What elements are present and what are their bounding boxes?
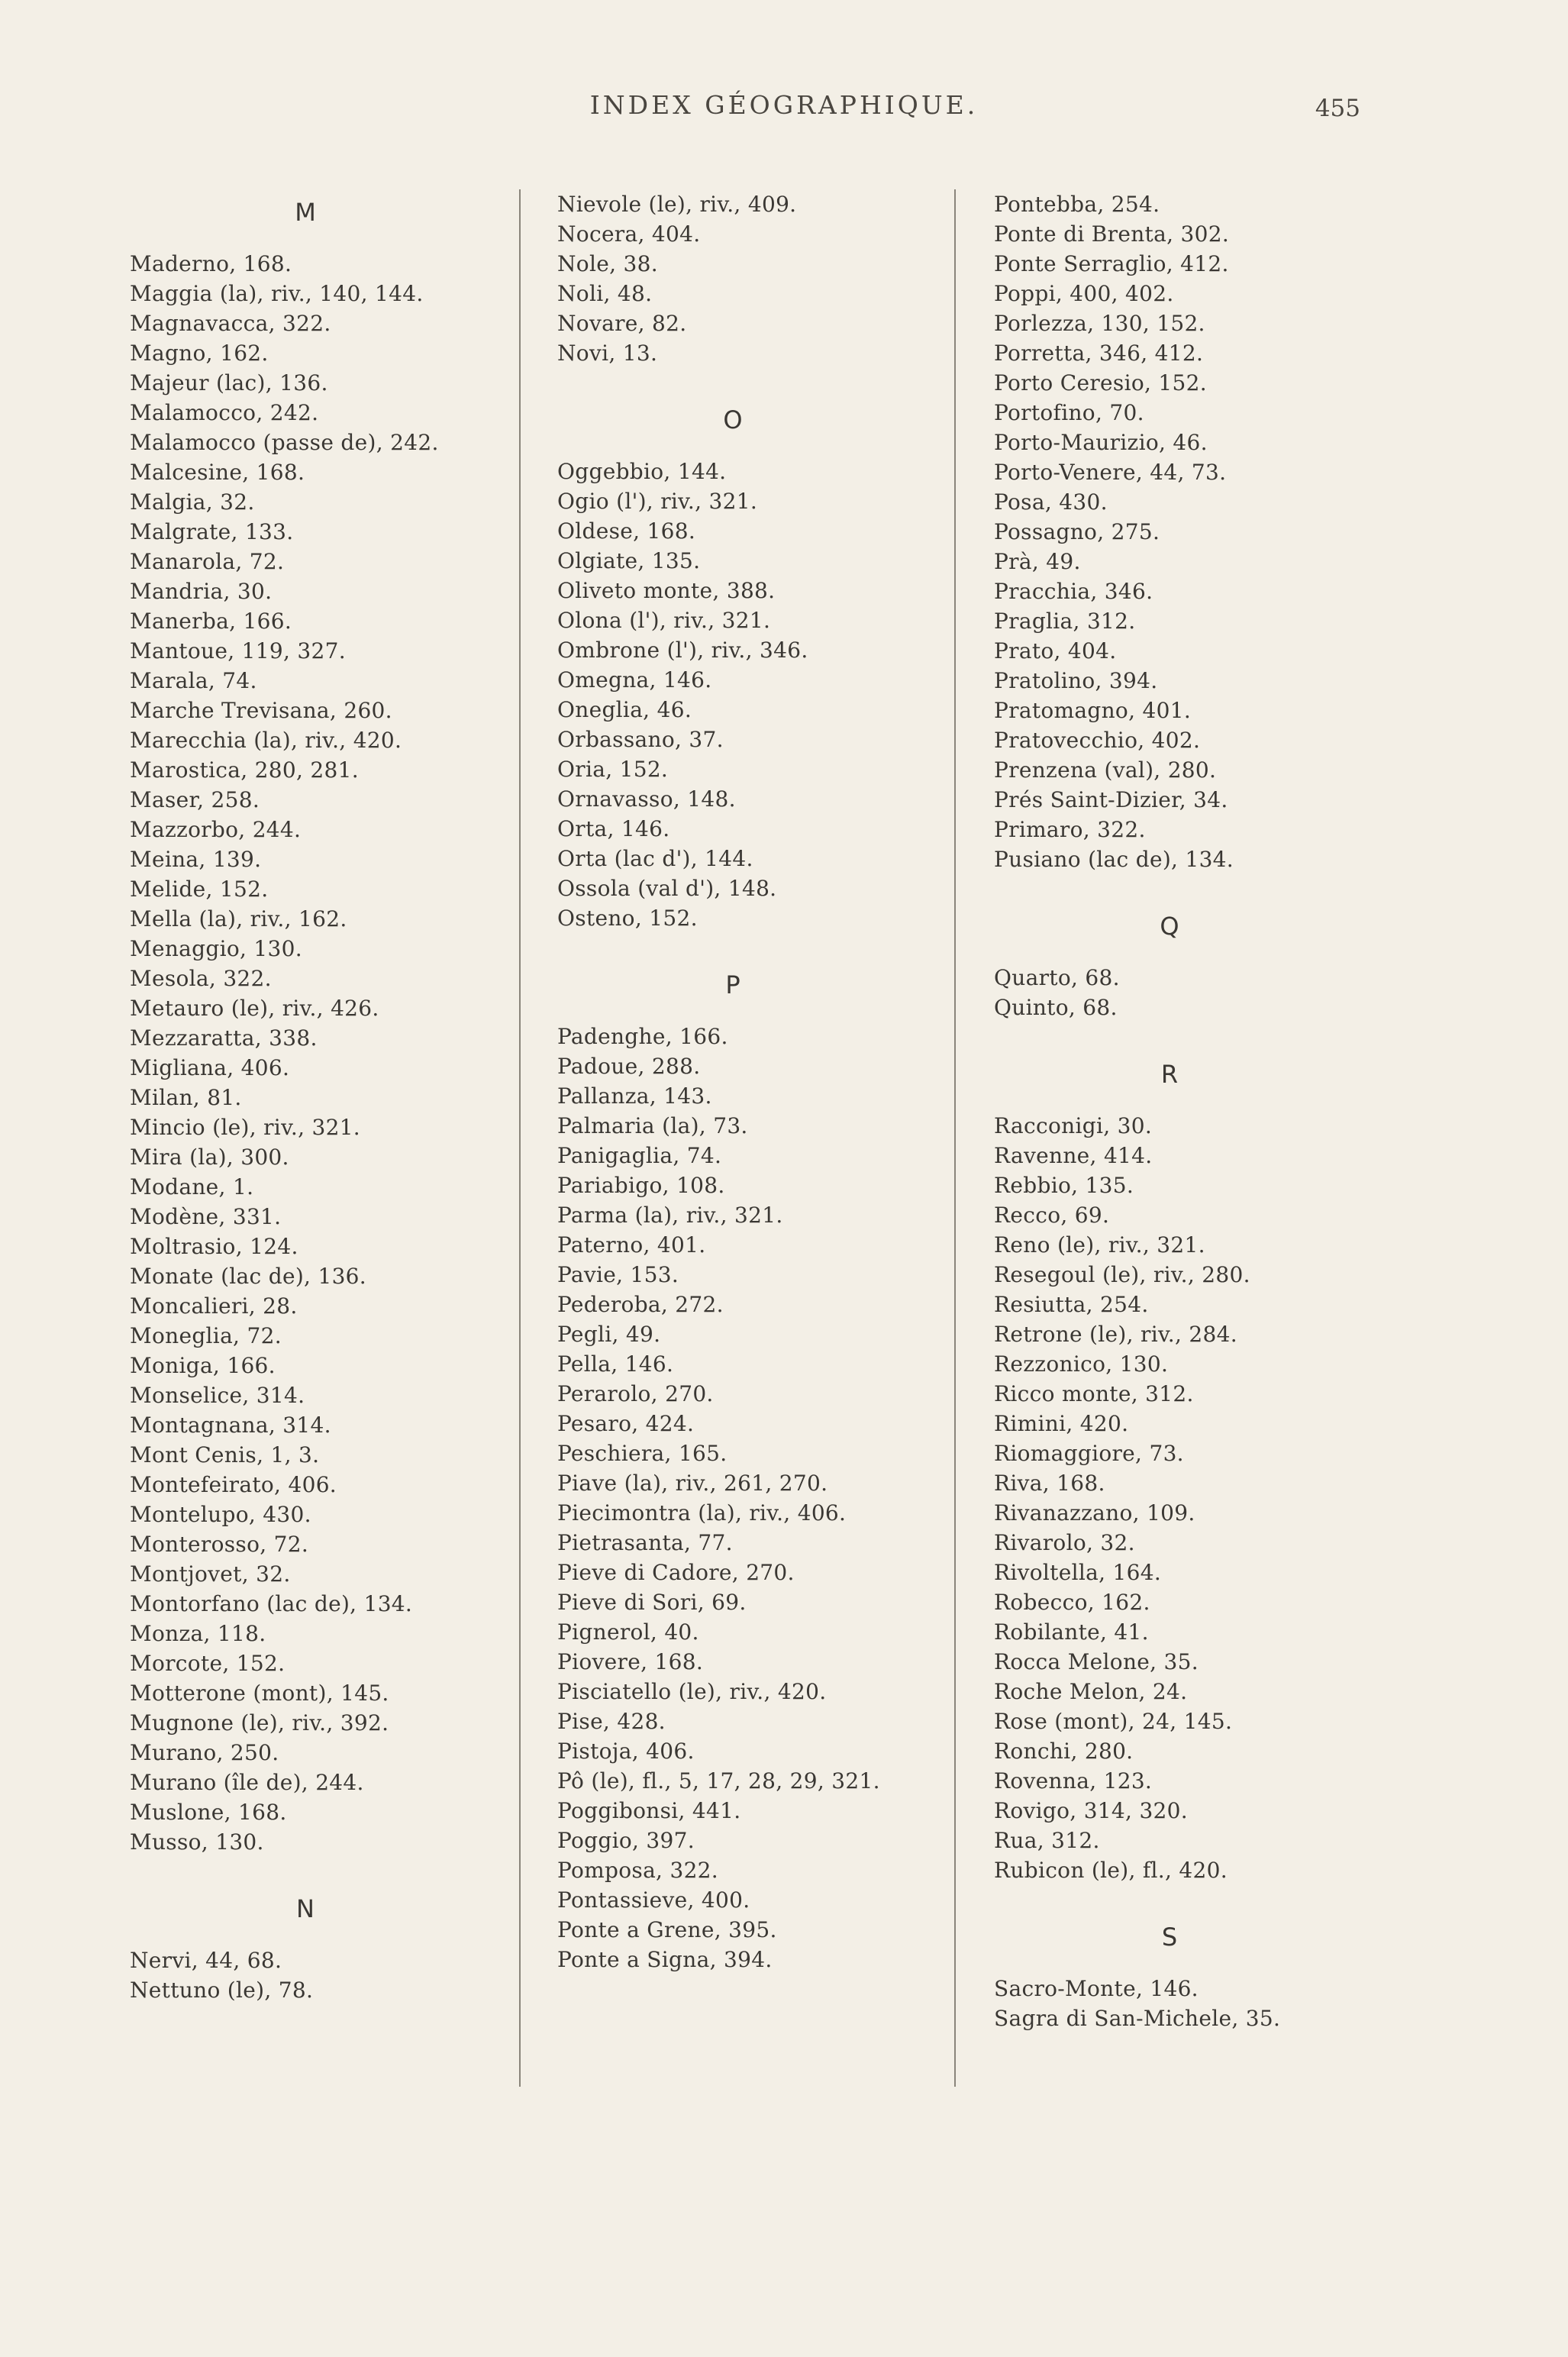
index-entry: Piecimontra (la), riv., 406. [557, 1500, 847, 1526]
section-letter-heading: M [295, 198, 316, 227]
index-entry: Oldese, 168. [557, 518, 696, 544]
index-entry: Mella (la), riv., 162. [130, 906, 347, 931]
index-entry: Ponte a Signa, 394. [557, 1947, 773, 1972]
section-spacer [994, 1885, 1421, 1914]
index-entry: Oggebbio, 144. [557, 459, 727, 484]
index-entry: Porto Ceresio, 152. [994, 370, 1207, 396]
index-entry: Quinto, 68. [994, 995, 1118, 1020]
heading-spacer [994, 949, 1421, 963]
section-letter-heading: P [725, 970, 740, 999]
index-entry: Rovenna, 123. [994, 1768, 1153, 1794]
index-entry: Orta, 146. [557, 816, 670, 841]
index-entry: Montelupo, 430. [130, 1502, 311, 1527]
index-entry: Mesola, 322. [130, 966, 272, 991]
index-entry: Padoue, 288. [557, 1054, 701, 1079]
index-entry: Motterone (mont), 145. [130, 1681, 389, 1706]
index-entry: Monselice, 314. [130, 1383, 305, 1408]
index-entry: Poggio, 397. [557, 1828, 695, 1853]
index-entry: Pontebba, 254. [994, 192, 1160, 217]
index-entry: Oria, 152. [557, 757, 669, 782]
index-entry: Monza, 118. [130, 1621, 266, 1646]
heading-spacer [994, 1960, 1421, 1974]
index-entry: Moniga, 166. [130, 1353, 276, 1378]
index-entry: Marostica, 280, 281. [130, 757, 359, 783]
index-entry: Riva, 168. [994, 1471, 1105, 1496]
index-entry: Rivoltella, 164. [994, 1560, 1162, 1585]
index-entry: Pignerol, 40. [557, 1619, 699, 1645]
index-entry: Noli, 48. [557, 281, 653, 306]
index-entry: Nole, 38. [557, 251, 658, 276]
section-letter-heading: N [296, 1894, 315, 1923]
index-entry: Montefeirato, 406. [130, 1472, 337, 1497]
index-entry: Marala, 74. [130, 668, 257, 693]
index-entry: Ponte Serraglio, 412. [994, 251, 1229, 276]
section-spacer [130, 1857, 557, 1886]
index-entry: Montjovet, 32. [130, 1561, 291, 1587]
index-entry: Resiutta, 254. [994, 1292, 1149, 1317]
index-entry: Ronchi, 280. [994, 1739, 1134, 1764]
index-entry: Pomposa, 322. [557, 1858, 719, 1883]
index-entry: Malamocco, 242. [130, 400, 319, 425]
index-entry: Resegoul (le), riv., 280. [994, 1262, 1250, 1287]
index-entry: Mantoue, 119, 327. [130, 638, 346, 664]
index-entry: Pratovecchio, 402. [994, 728, 1201, 753]
index-entry: Monterosso, 72. [130, 1532, 309, 1557]
index-entry: Mont Cenis, 1, 3. [130, 1442, 320, 1467]
index-entry: Mugnone (le), riv., 392. [130, 1710, 389, 1735]
index-entry: Osteno, 152. [557, 906, 698, 931]
index-entry: Melide, 152. [130, 877, 269, 902]
index-entry: Racconigi, 30. [994, 1113, 1153, 1138]
index-entry: Pesaro, 424. [557, 1411, 695, 1436]
index-entry: Rose (mont), 24, 145. [994, 1709, 1233, 1734]
index-entry: Ravenne, 414. [994, 1143, 1153, 1168]
index-entry: Malgrate, 133. [130, 519, 294, 544]
index-entry: Olgiate, 135. [557, 548, 701, 573]
heading-spacer [557, 1008, 985, 1022]
index-entry: Maggia (la), riv., 140, 144. [130, 281, 424, 306]
index-entry: Riomaggiore, 73. [994, 1441, 1184, 1466]
index-entry: Prenzena (val), 280. [994, 757, 1217, 783]
index-entry: Rivanazzano, 109. [994, 1500, 1195, 1526]
index-entry: Mira (la), 300. [130, 1145, 289, 1170]
section-spacer [994, 1022, 1421, 1051]
index-entry: Pratomagno, 401. [994, 698, 1192, 723]
index-entry: Ponte di Brenta, 302. [994, 221, 1230, 247]
index-entry: Nettuno (le), 78. [130, 1978, 314, 2003]
index-entry: Prés Saint-Dizier, 34. [994, 787, 1228, 812]
index-entry: Porretta, 346, 412. [994, 341, 1204, 366]
index-entry: Mezzaratta, 338. [130, 1025, 318, 1051]
index-entry: Malgia, 32. [130, 489, 255, 515]
page-title: INDEX GÉOGRAPHIQUE. [589, 90, 979, 120]
index-entry: Mazzorbo, 244. [130, 817, 302, 842]
index-entry: Ogio (l'), riv., 321. [557, 489, 758, 514]
index-entry: Pavie, 153. [557, 1262, 679, 1287]
index-entry: Murano, 250. [130, 1740, 279, 1765]
index-entry: Novare, 82. [557, 311, 687, 336]
index-entry: Praglia, 312. [994, 609, 1136, 634]
index-entry: Padenghe, 166. [557, 1024, 728, 1049]
index-entry: Pontassieve, 400. [557, 1887, 750, 1913]
index-entry: Pegli, 49. [557, 1322, 661, 1347]
index-entry: Poppi, 400, 402. [994, 281, 1174, 306]
index-entry: Pusiano (lac de), 134. [994, 847, 1234, 872]
index-entry: Maderno, 168. [130, 251, 292, 276]
index-entry: Metauro (le), riv., 426. [130, 996, 379, 1021]
index-entry: Menaggio, 130. [130, 936, 302, 961]
index-entry: Rivarolo, 32. [994, 1530, 1135, 1555]
index-entry: Pô (le), fl., 5, 17, 28, 29, 321. [557, 1768, 880, 1794]
index-entry: Montagnana, 314. [130, 1413, 331, 1438]
index-entry: Marecchia (la), riv., 420. [130, 728, 402, 753]
index-entry: Moneglia, 72. [130, 1323, 282, 1348]
index-entry: Ombrone (l'), riv., 346. [557, 638, 808, 663]
index-entry: Paterno, 401. [557, 1232, 706, 1258]
index-entry: Oliveto monte, 388. [557, 578, 776, 603]
index-entry: Pise, 428. [557, 1709, 666, 1734]
index-entry: Recco, 69. [994, 1203, 1110, 1228]
index-entry: Marche Trevisana, 260. [130, 698, 392, 723]
index-entry: Manarola, 72. [130, 549, 285, 574]
index-entry: Mincio (le), riv., 321. [130, 1115, 361, 1140]
index-entry: Peschiera, 165. [557, 1441, 728, 1466]
index-entry: Palmaria (la), 73. [557, 1113, 748, 1138]
index-entry: Magno, 162. [130, 341, 269, 366]
index-entry: Pratolino, 394. [994, 668, 1158, 693]
index-entry: Mandria, 30. [130, 579, 273, 604]
index-entry: Magnavacca, 322. [130, 311, 331, 336]
index-entry: Reno (le), riv., 321. [994, 1232, 1205, 1258]
index-entry: Prà, 49. [994, 549, 1081, 574]
index-entry: Pistoja, 406. [557, 1739, 695, 1764]
index-entry: Pisciatello (le), riv., 420. [557, 1679, 827, 1704]
index-entry: Quarto, 68. [994, 965, 1120, 990]
index-entry: Ossola (val d'), 148. [557, 876, 777, 901]
index-entry: Rebbio, 135. [994, 1173, 1134, 1198]
index-entry: Manerba, 166. [130, 609, 292, 634]
section-spacer [994, 874, 1421, 903]
index-entry: Rubicon (le), fl., 420. [994, 1858, 1228, 1883]
index-entry: Majeur (lac), 136. [130, 370, 328, 396]
index-entry: Roche Melon, 24. [994, 1679, 1188, 1704]
index-entry: Porto-Venere, 44, 73. [994, 460, 1227, 485]
index-entry: Monate (lac de), 136. [130, 1264, 366, 1289]
index-entry: Meina, 139. [130, 847, 262, 872]
index-entry: Parma (la), riv., 321. [557, 1203, 783, 1228]
index-entry: Ponte a Grene, 395. [557, 1917, 777, 1942]
index-entry: Rimini, 420. [994, 1411, 1129, 1436]
index-entry: Novi, 13. [557, 341, 658, 366]
heading-spacer [557, 443, 985, 457]
index-entry: Perarolo, 270. [557, 1381, 714, 1406]
index-entry: Piovere, 168. [557, 1649, 704, 1674]
index-entry: Prato, 404. [994, 638, 1117, 664]
index-entry: Primaro, 322. [994, 817, 1146, 842]
index-entry: Rovigo, 314, 320. [994, 1798, 1188, 1823]
index-entry: Sagra di San-Michele, 35. [994, 2006, 1281, 2031]
index-entry: Pariabigo, 108. [557, 1173, 725, 1198]
index-entry: Portofino, 70. [994, 400, 1144, 425]
index-entry: Orta (lac d'), 144. [557, 846, 753, 871]
index-entry: Moncalieri, 28. [130, 1293, 298, 1319]
index-entry: Oneglia, 46. [557, 697, 692, 722]
page-number: 455 [1315, 95, 1360, 122]
index-entry: Nocera, 404. [557, 221, 701, 247]
index-entry: Musso, 130. [130, 1829, 264, 1855]
index-entry: Robilante, 41. [994, 1619, 1149, 1645]
heading-spacer [130, 235, 557, 249]
index-entry: Porlezza, 130, 152. [994, 311, 1205, 336]
index-entry: Pracchia, 346. [994, 579, 1153, 604]
index-entry: Possagno, 275. [994, 519, 1160, 544]
heading-spacer [130, 1932, 557, 1945]
index-entry: Nervi, 44, 68. [130, 1948, 282, 1973]
index-entry: Maser, 258. [130, 787, 260, 812]
index-entry: Malamocco (passe de), 242. [130, 430, 439, 455]
index-entry: Rezzonico, 130. [994, 1351, 1169, 1377]
index-entry: Robecco, 162. [994, 1590, 1150, 1615]
index-entry: Montorfano (lac de), 134. [130, 1591, 413, 1616]
index-column [557, 189, 985, 1974]
index-entry: Olona (l'), riv., 321. [557, 608, 771, 633]
index-entry: Sacro-Monte, 146. [994, 1976, 1199, 2001]
section-letter-heading: S [1161, 1923, 1178, 1952]
index-entry: Modane, 1. [130, 1174, 254, 1199]
index-entry: Piave (la), riv., 261, 270. [557, 1471, 828, 1496]
index-entry: Nievole (le), riv., 409. [557, 192, 797, 217]
index-column [130, 189, 557, 2005]
index-entry: Milan, 81. [130, 1085, 242, 1110]
heading-spacer [994, 1097, 1421, 1111]
index-entry: Rua, 312. [994, 1828, 1100, 1853]
index-entry: Pederoba, 272. [557, 1292, 724, 1317]
section-letter-heading: O [723, 405, 743, 434]
index-entry: Pieve di Sori, 69. [557, 1590, 747, 1615]
index-entry: Orbassano, 37. [557, 727, 724, 752]
index-entry: Morcote, 152. [130, 1651, 286, 1676]
index-entry: Ricco monte, 312. [994, 1381, 1194, 1406]
index-entry: Murano (île de), 244. [130, 1770, 364, 1795]
index-entry: Moltrasio, 124. [130, 1234, 298, 1259]
index-entry: Pella, 146. [557, 1351, 674, 1377]
index-entry: Modène, 331. [130, 1204, 282, 1229]
index-entry: Rocca Melone, 35. [994, 1649, 1199, 1674]
index-entry: Omegna, 146. [557, 667, 712, 693]
index-entry: Retrone (le), riv., 284. [994, 1322, 1237, 1347]
index-entry: Panigaglia, 74. [557, 1143, 722, 1168]
index-entry: Pieve di Cadore, 270. [557, 1560, 795, 1585]
section-letter-heading: R [1160, 1060, 1179, 1089]
index-entry: Pietrasanta, 77. [557, 1530, 733, 1555]
section-spacer [557, 368, 985, 397]
index-entry: Ornavasso, 148. [557, 786, 736, 812]
index-entry: Porto-Maurizio, 46. [994, 430, 1208, 455]
section-spacer [557, 933, 985, 962]
index-entry: Muslone, 168. [130, 1800, 287, 1825]
index-entry: Poggibonsi, 441. [557, 1798, 741, 1823]
section-letter-heading: Q [1160, 912, 1179, 941]
index-entry: Pallanza, 143. [557, 1083, 712, 1109]
index-column [994, 189, 1421, 2033]
index-entry: Migliana, 406. [130, 1055, 290, 1080]
index-entry: Malcesine, 168. [130, 460, 305, 485]
index-entry: Posa, 430. [994, 489, 1108, 515]
